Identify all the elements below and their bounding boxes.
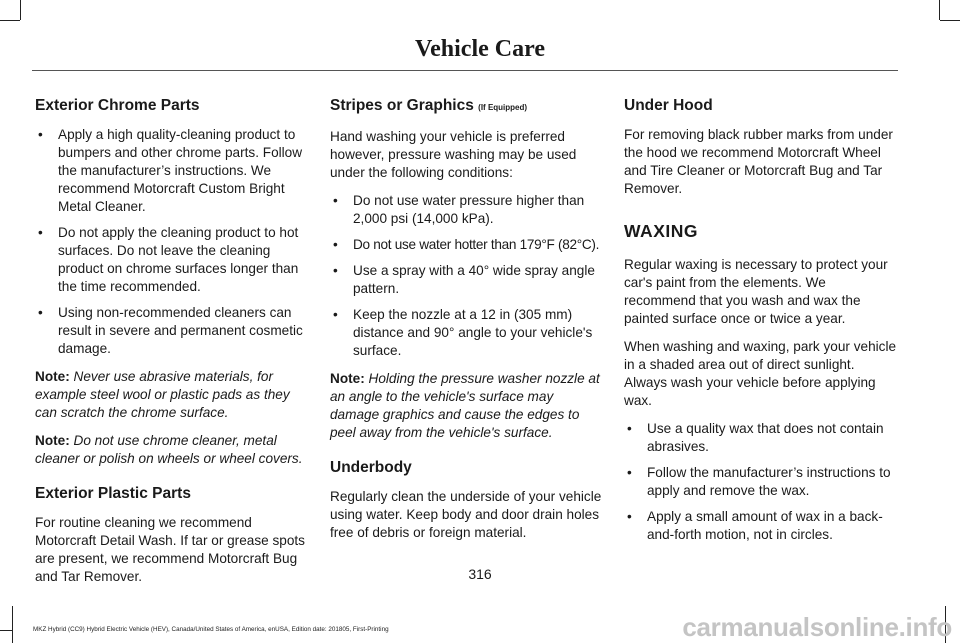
bullet-glyph: • bbox=[38, 127, 43, 142]
chrome-bullet-list bbox=[35, 126, 307, 358]
bullet-glyph: • bbox=[627, 421, 632, 436]
header-divider bbox=[32, 70, 898, 71]
crop-mark bbox=[0, 20, 20, 21]
note-chrome-cleaner: Note: Do not use chrome cleaner, metal cleaner or polish on wheels or wheel covers. bbox=[35, 433, 303, 466]
stripes-intro: Hand washing your vehicle is preferred however, pressure washing may be used under the following conditions: bbox=[330, 129, 577, 180]
list-item: • Using non-recommended cleaners can result in severe and permanent cosmetic damage. bbox=[38, 305, 303, 356]
list-item: • Do not apply the cleaning product to hot surfaces. Do not leave the cleaning product on chrome surfaces longer than the time recommended. bbox=[38, 225, 299, 294]
crop-mark bbox=[0, 630, 12, 631]
bullet-glyph: • bbox=[333, 263, 338, 278]
heading-stripes-or-graphics: Stripes or Graphics (If Equipped) bbox=[330, 97, 528, 114]
list-item: • Do not use water pressure higher than 2,000 psi (14,000 kPa). bbox=[333, 193, 585, 226]
bullet-glyph: • bbox=[333, 307, 338, 322]
under-hood-body: For removing black rubber marks from under the hood we recommend Motorcraft Wheel and Tire Cleaner or Motorcraft Bug and Tar Remover. bbox=[624, 127, 893, 196]
heading-under-hood: Under Hood bbox=[624, 97, 713, 114]
bullet-glyph: • bbox=[333, 193, 338, 208]
list-item: • Keep the nozzle at a 12 in (305 mm) distance and 90° angle to your vehicle's surface. bbox=[333, 307, 593, 358]
bullet-glyph: • bbox=[333, 237, 338, 252]
watermark: carmanualsonline.info bbox=[682, 612, 952, 642]
note-pressure-washer: Note: Holding the pressure washer nozzle at an angle to the vehicle's surface may damage graphics and cause the edges to peel away from the vehicle's surface. bbox=[330, 371, 600, 440]
bullet-glyph: • bbox=[38, 225, 43, 240]
bullet-glyph: • bbox=[38, 305, 43, 320]
crop-mark bbox=[12, 606, 13, 643]
pressure-wash-bullet-list bbox=[330, 192, 602, 360]
crop-mark bbox=[940, 20, 960, 21]
page-header-title: Vehicle Care bbox=[415, 36, 545, 62]
list-item: • Follow the manufacturer’s instructions to apply and remove the wax. bbox=[627, 465, 891, 498]
heading-underbody: Underbody bbox=[330, 459, 412, 476]
note-abrasive: Note: Never use abrasive materials, for example steel wool or plastic pads as they can scratch the chrome surface. bbox=[35, 369, 290, 420]
column-right bbox=[624, 96, 898, 554]
underbody-body: Regularly clean the underside of your vehicle using water. Keep body and door drain holes free of debris or foreign material. bbox=[330, 489, 602, 540]
list-item: • Use a spray with a 40° wide spray angle pattern. bbox=[333, 263, 595, 296]
heading-exterior-chrome-parts: Exterior Chrome Parts bbox=[35, 97, 200, 114]
heading-waxing: WAXING bbox=[624, 221, 698, 241]
bullet-glyph: • bbox=[627, 509, 632, 524]
list-item: • Use a quality wax that does not contain abrasives. bbox=[627, 421, 884, 454]
bullet-glyph: • bbox=[627, 465, 632, 480]
if-equipped-qualifier: (If Equipped) bbox=[478, 103, 528, 112]
heading-exterior-plastic-parts: Exterior Plastic Parts bbox=[35, 485, 191, 502]
waxing-paragraph-2: When washing and waxing, park your vehicle in a shaded area out of direct sunlight. Always wash your vehicle before applying wax. bbox=[624, 339, 897, 408]
page-number: 316 bbox=[468, 566, 492, 582]
crop-mark bbox=[20, 0, 21, 20]
footer-edition-info: MKZ Hybrid (CC9) Hybrid Electric Vehicle (HEV), Canada/United States of America, enUSA, Edition date: 201805, First-Printing bbox=[33, 626, 389, 633]
list-item: • Apply a small amount of wax in a back-and-forth motion, not in circles. bbox=[627, 509, 883, 542]
list-item: • Do not use water hotter than 179°F (82°C). bbox=[333, 237, 600, 252]
column-middle bbox=[330, 96, 602, 552]
list-item: • Apply a high quality-cleaning product to bumpers and other chrome parts. Follow the manufacturer’s instructions. We recommend Motorcraft Custom Bright Metal Cleaner. bbox=[38, 127, 303, 214]
crop-mark bbox=[939, 0, 940, 20]
waxing-bullet-list bbox=[624, 420, 898, 544]
column-left bbox=[35, 96, 307, 596]
waxing-paragraph-1: Regular waxing is necessary to protect your car's paint from the elements. We recommend that you wash and wax the painted surface once or twice a year. bbox=[624, 257, 888, 326]
plastic-parts-body: For routine cleaning we recommend Motorcraft Detail Wash. If tar or grease spots are present, we recommend Motorcraft Bug and Tar Remover. bbox=[35, 515, 305, 584]
